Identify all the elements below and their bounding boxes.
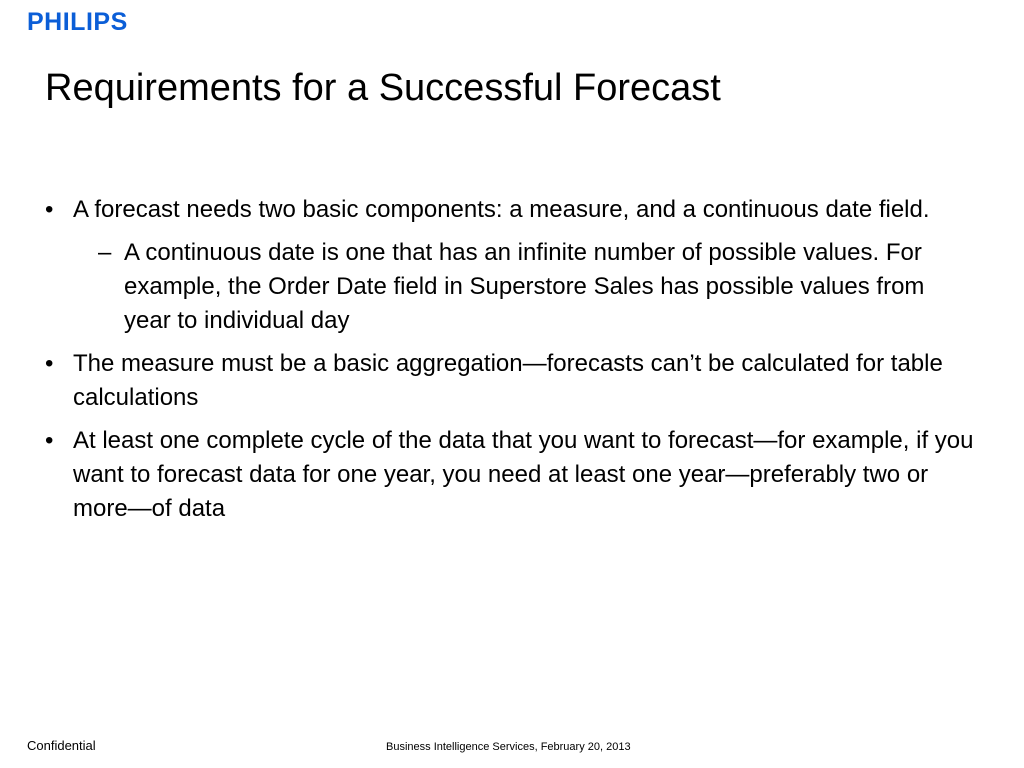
bullet-text: A forecast needs two basic components: a measure, and a continuous date field. (73, 196, 930, 223)
bullet-item (45, 424, 975, 526)
sub-bullet-text: A continuous date is one that has an infinite number of possible values. For example, the Order Date field in Superstore Sales has possible values from year to individual day (124, 239, 925, 334)
bullet-marker: • (45, 350, 54, 377)
bullet-text: The measure must be a basic aggregation—forecasts can’t be calculated for table calculations (73, 350, 943, 411)
bullet-item (45, 347, 975, 415)
bullet-item (45, 193, 975, 227)
slide-title: Requirements for a Successful Forecast (45, 67, 721, 109)
philips-logo: PHILIPS (27, 8, 128, 36)
sub-bullet-marker: – (98, 239, 112, 266)
bullet-list (45, 193, 975, 535)
bullet-marker: • (45, 427, 54, 454)
sub-bullet-item (45, 236, 975, 338)
bullet-marker: • (45, 196, 54, 223)
bullet-text: At least one complete cycle of the data that you want to forecast—for example, if you want to forecast data for one year, you need at least one year—preferably two or more—of data (73, 427, 974, 522)
footer-info: Business Intelligence Services, February 20, 2013 (386, 741, 631, 753)
footer-confidential: Confidential (27, 738, 96, 753)
